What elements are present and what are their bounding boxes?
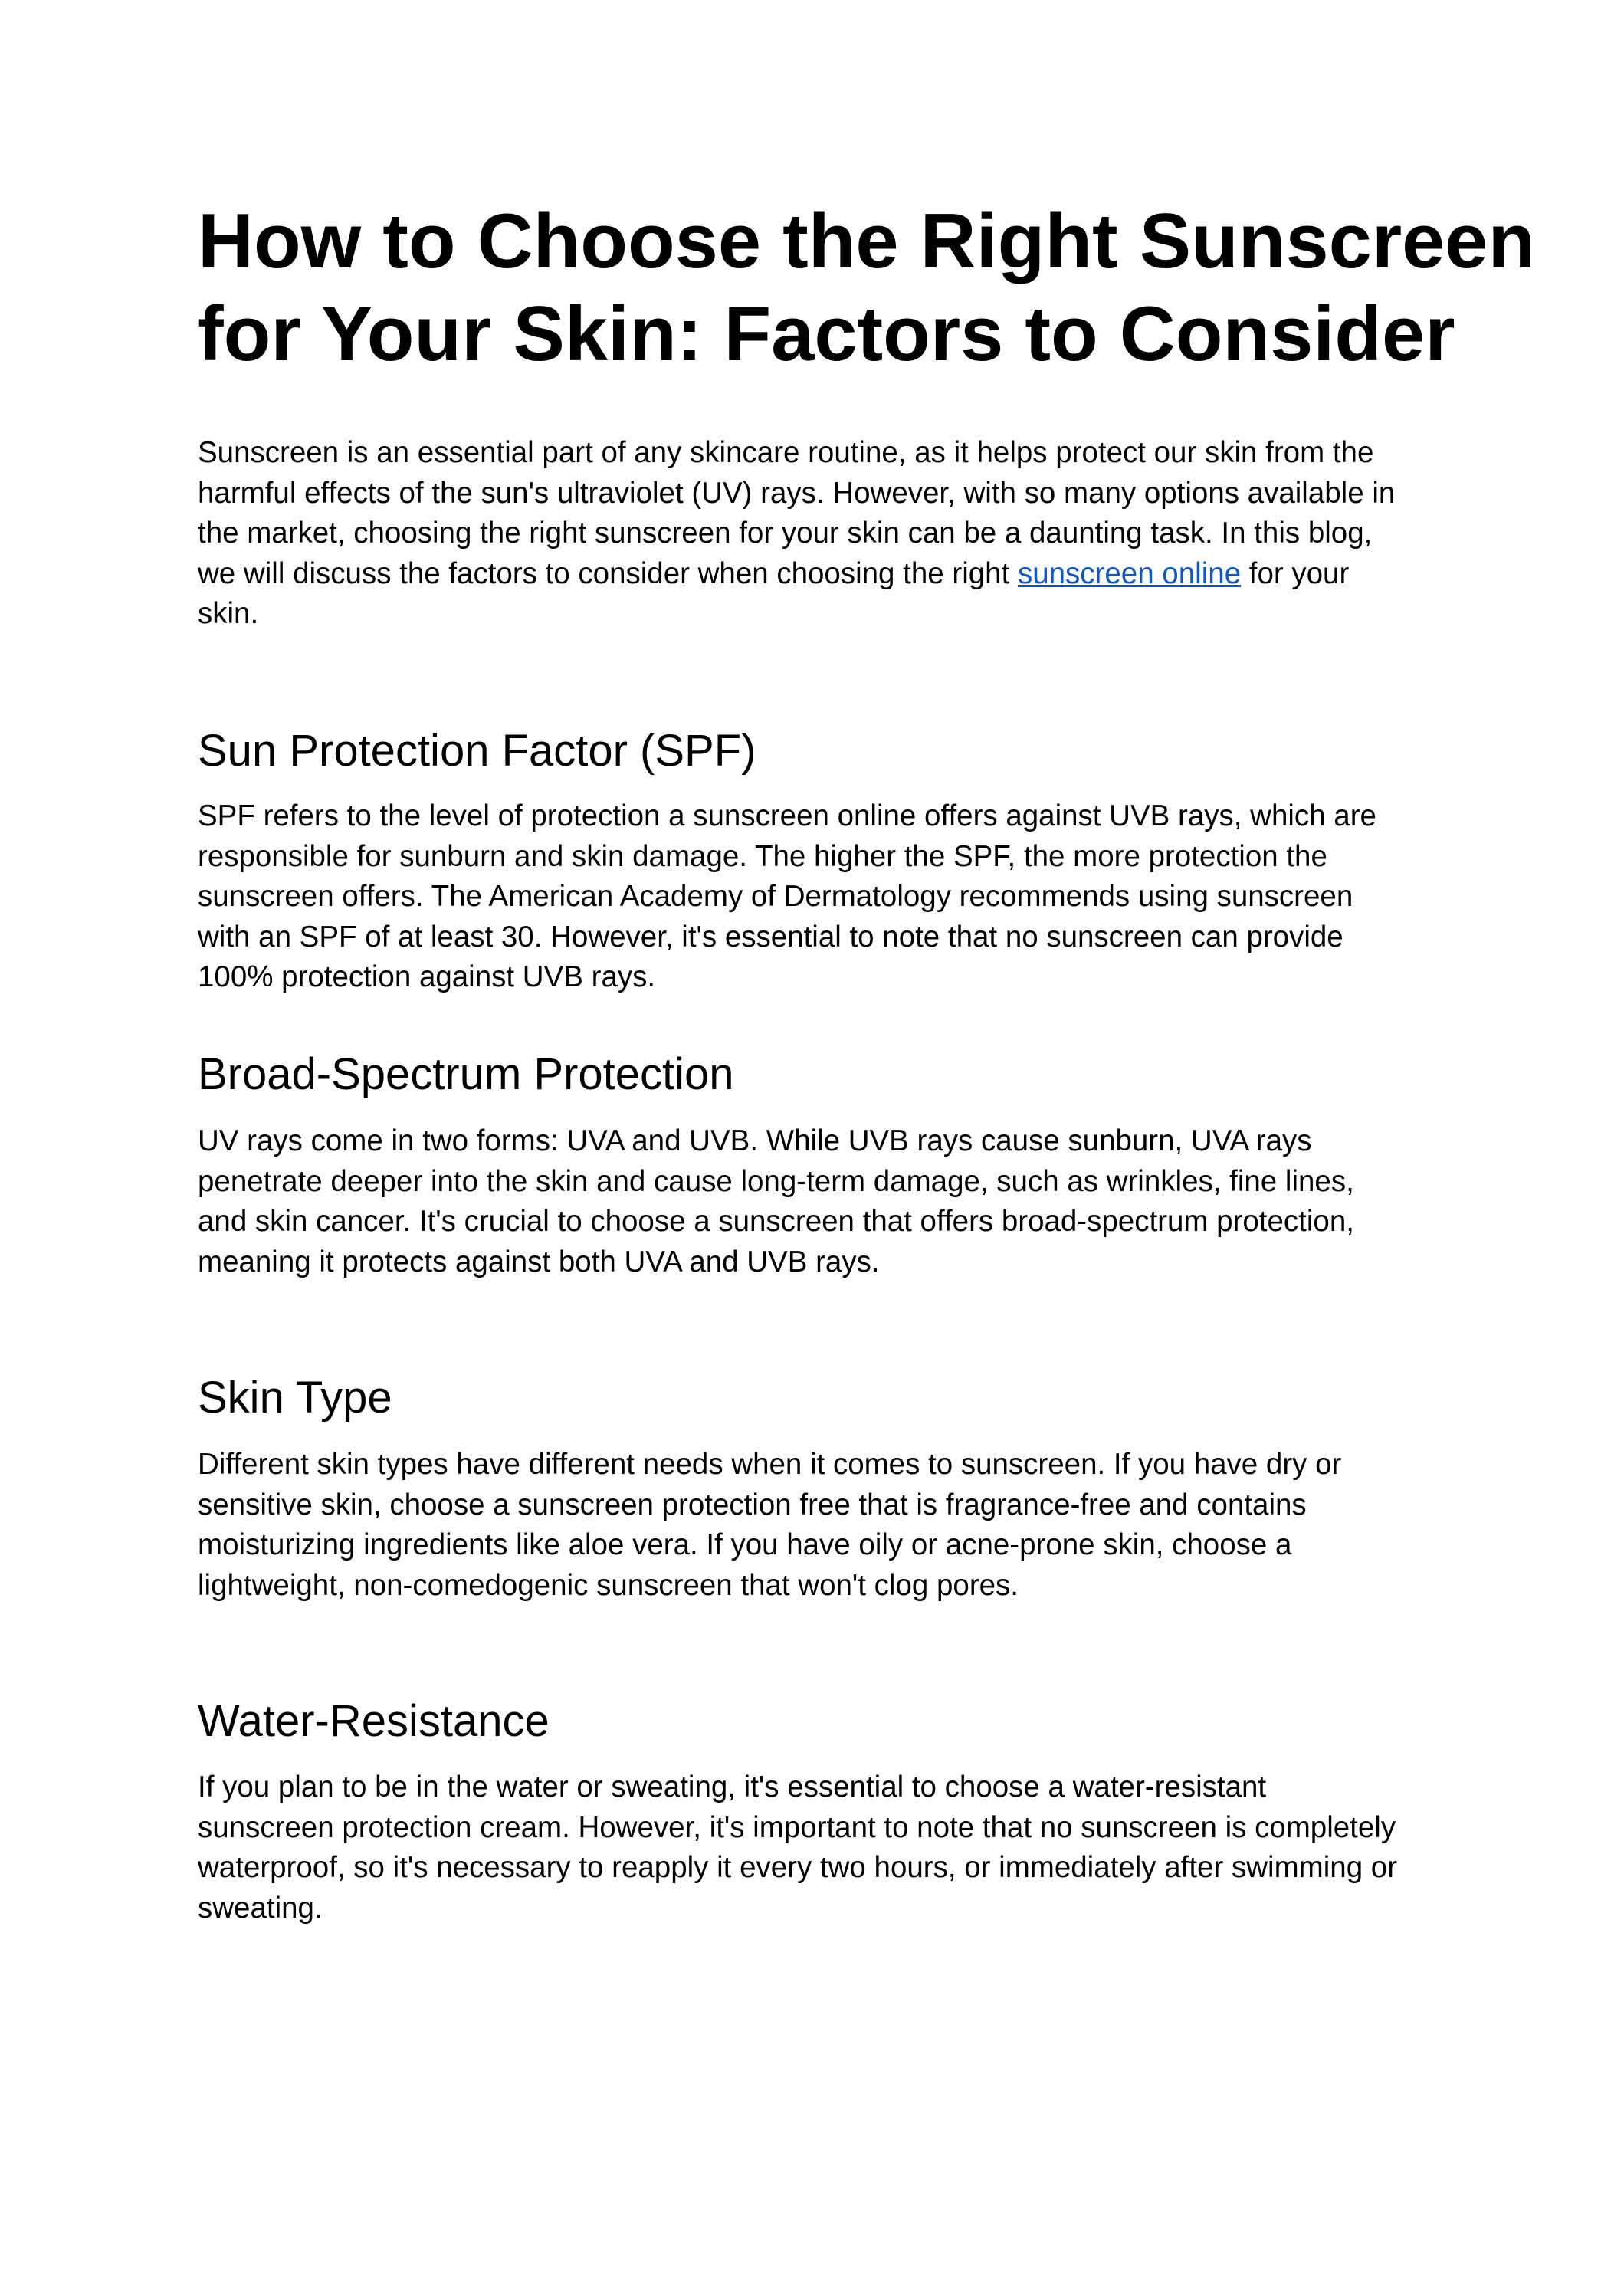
- paragraph-line: Different skin types have different needs when it comes to sunscreen. If you have dry or: [198, 1448, 1342, 1481]
- paragraph-line: [198, 554, 1455, 595]
- paragraph-line: moisturizing ingredients like aloe vera. If you have oily or acne-prone skin, choose a: [198, 1528, 1292, 1561]
- paragraph-line: lightweight, non-comedogenic sunscreen that won't clog pores.: [198, 1568, 1019, 1602]
- paragraph-line: UV rays come in two forms: UVA and UVB. While UVB rays cause sunburn, UVA rays: [198, 1124, 1312, 1157]
- page-title: [198, 195, 1536, 381]
- section-heading-spf: Sun Protection Factor (SPF): [198, 726, 756, 776]
- paragraph-line: sunscreen protection cream. However, it's important to note that no sunscreen is completely: [198, 1810, 1396, 1844]
- text: for your: [1241, 556, 1350, 590]
- paragraph-line: harmful effects of the sun's ultraviolet (UV) rays. However, with so many options available in: [198, 476, 1396, 510]
- paragraph-line: sweating.: [198, 1891, 323, 1925]
- title-line: How to Choose the Right Sunscreen: [198, 199, 1536, 284]
- paragraph-line: responsible for sunburn and skin damage. The higher the SPF, the more protection the: [198, 839, 1327, 873]
- paragraph-line: and skin cancer. It's crucial to choose a sunscreen that offers broad-spectrum protection,: [198, 1205, 1354, 1238]
- sunscreen-online-link[interactable]: sunscreen online: [1017, 556, 1242, 590]
- section-paragraph-spf: [198, 796, 1455, 998]
- section-paragraph-broad-spectrum: [198, 1121, 1455, 1282]
- title-line: for Your Skin: Factors to Consider: [198, 291, 1455, 377]
- section-heading-skin-type: Skin Type: [198, 1373, 392, 1423]
- paragraph-line: with an SPF of at least 30. However, it's essential to note that no sunscreen can provide: [198, 920, 1343, 953]
- paragraph-line: sensitive skin, choose a sunscreen protection free that is fragrance-free and contains: [198, 1488, 1307, 1521]
- text: we will discuss the factors to consider when choosing the right: [198, 556, 1018, 590]
- section-paragraph-skin-type: [198, 1445, 1455, 1606]
- section-heading-broad-spectrum: Broad-Spectrum Protection: [198, 1049, 734, 1099]
- paragraph-line: penetrate deeper into the skin and cause long-term damage, such as wrinkles, fine lines,: [198, 1164, 1354, 1198]
- section-paragraph-water-resistance: [198, 1767, 1455, 1928]
- section-heading-water-resistance: Water-Resistance: [198, 1696, 550, 1746]
- paragraph-line: the market, choosing the right sunscreen for your skin can be a daunting task. In this blog,: [198, 517, 1373, 550]
- paragraph-line: skin.: [198, 597, 259, 630]
- intro-paragraph: [198, 433, 1455, 635]
- paragraph-line: meaning it protects against both UVA and UVB rays.: [198, 1245, 880, 1278]
- paragraph-line: Sunscreen is an essential part of any skincare routine, as it helps protect our skin from the: [198, 436, 1374, 469]
- paragraph-line: 100% protection against UVB rays.: [198, 960, 656, 993]
- paragraph-line: sunscreen offers. The American Academy of Dermatology recommends using sunscreen: [198, 880, 1353, 913]
- paragraph-line: SPF refers to the level of protection a sunscreen online offers against UVB rays, which are: [198, 799, 1376, 832]
- paragraph-line: waterproof, so it's necessary to reapply it every two hours, or immediately after swimming or: [198, 1851, 1398, 1884]
- paragraph-line: If you plan to be in the water or sweating, it's essential to choose a water-resistant: [198, 1771, 1267, 1803]
